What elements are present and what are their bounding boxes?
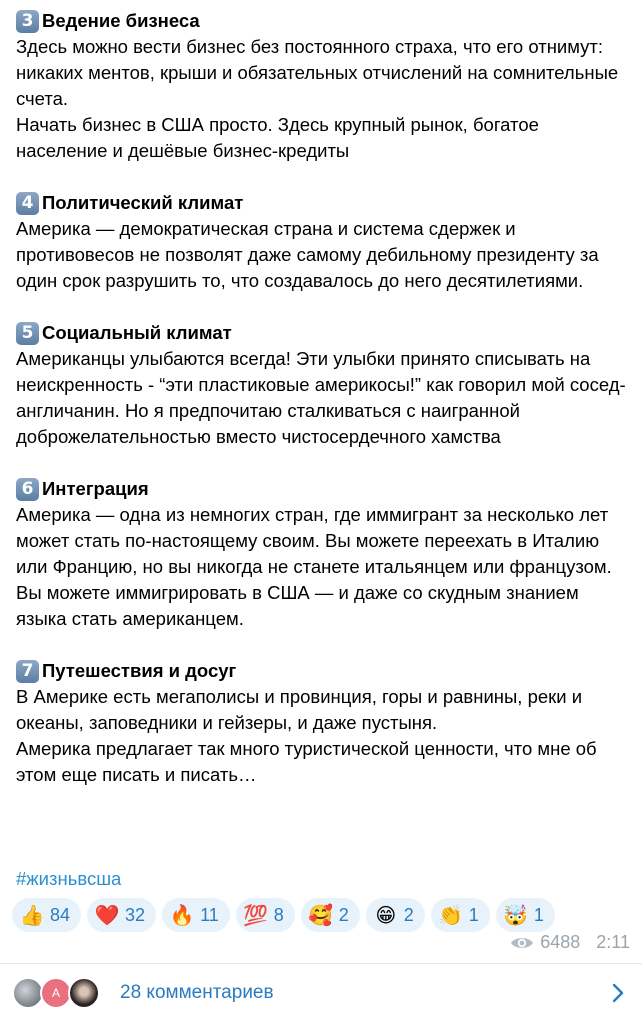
clapping-hands-icon: 👏: [438, 903, 464, 927]
section-business: [16, 8, 634, 164]
reaction-grinning[interactable]: [366, 898, 425, 932]
reaction-count: 84: [50, 904, 71, 925]
heart-icon: ❤️: [94, 903, 120, 927]
hashtag-link[interactable]: #жизньвсша: [16, 868, 122, 889]
views-count: 6488: [540, 932, 581, 952]
reaction-smiling-hearts[interactable]: [301, 898, 360, 932]
reaction-count: 11: [200, 904, 219, 925]
reaction-count: 8: [273, 904, 284, 925]
paragraph: В Америке есть мегаполисы и провинция, горы и равнины, реки и океаны, заповедники и гейзеры, и даже пустыня.: [16, 686, 583, 733]
comments-count-label: 28 комментариев: [120, 982, 274, 1003]
section-title: [16, 320, 634, 346]
smiling-face-hearts-icon: 🥰: [308, 903, 334, 927]
exploding-head-icon: 🤯: [503, 903, 529, 927]
hundred-icon: 💯: [243, 903, 269, 927]
reaction-exploding-head[interactable]: [496, 898, 555, 932]
reaction-count: 2: [403, 904, 414, 925]
reaction-thumbs-up[interactable]: [12, 898, 81, 932]
paragraph: Начать бизнес в США просто. Здесь крупный рынок, богатое население и дешёвые бизнес-кредиты: [16, 114, 539, 161]
paragraph: Америка — демократическая страна и система сдержек и противовесов не позволят даже самому дебильному президенту за один срок разрушить то, что создавалось до него десятилетиями.: [16, 218, 599, 291]
comments-button[interactable]: [0, 964, 642, 1022]
paragraph: Америка предлагает так много туристической ценности, что мне об этом еще писать и писать…: [16, 738, 597, 785]
section-integration: [16, 476, 634, 632]
reaction-count: 32: [125, 904, 146, 925]
keycap-5-icon: 5: [16, 322, 39, 345]
avatar: [68, 977, 100, 1009]
section-title-text: Ведение бизнеса: [42, 10, 200, 31]
reaction-heart[interactable]: [87, 898, 156, 932]
reaction-fire[interactable]: [162, 898, 230, 932]
section-title: [16, 658, 634, 684]
chevron-right-icon: [612, 983, 624, 1003]
reactions-bar: [12, 898, 555, 934]
reaction-count: 1: [468, 904, 479, 925]
eye-icon: [510, 935, 534, 951]
section-politics: [16, 190, 634, 294]
keycap-7-icon: 7: [16, 660, 39, 683]
fire-icon: 🔥: [169, 903, 195, 927]
keycap-6-icon: 6: [16, 478, 39, 501]
paragraph: Американцы улыбаются всегда! Эти улыбки принято списывать на неискренность - “эти пластиковые америкосы!” как говорил мой сосед-англичанин. Но я предпочитаю сталкиваться с наигранной доброжелательностью вместо чистосердечного хамства: [16, 348, 626, 447]
section-title: [16, 476, 634, 502]
keycap-3-icon: 3: [16, 10, 39, 33]
paragraph: Америка — одна из немногих стран, где иммигрант за несколько лет может стать по-настоящему своим. Вы можете переехать в Италию или Францию, но вы никогда не станете итальянцем или французом. Вы можете иммигрировать в США — и даже со скудным знанием языка стать американцем.: [16, 504, 612, 629]
reaction-hundred[interactable]: [236, 898, 295, 932]
reaction-count: 2: [338, 904, 349, 925]
commenter-avatars: [12, 975, 108, 1011]
reaction-count: 1: [533, 904, 544, 925]
post-time: 2:11: [596, 932, 630, 952]
section-title-text: Политический климат: [42, 192, 244, 213]
reaction-clap[interactable]: [431, 898, 490, 932]
avatar: А: [40, 977, 72, 1009]
section-title-text: Интеграция: [42, 478, 149, 499]
thumbs-up-icon: 👍: [19, 903, 45, 927]
post-text: [16, 8, 634, 814]
section-title: [16, 190, 634, 216]
keycap-4-icon: 4: [16, 192, 39, 215]
section-title-text: Путешествия и досуг: [42, 660, 237, 681]
section-social: [16, 320, 634, 450]
post-meta: [510, 932, 630, 953]
paragraph: Здесь можно вести бизнес без постоянного страха, что его отнимут: никаких ментов, крыши и обязательных отчислений на сомнительные счета.: [16, 36, 619, 109]
section-title-text: Социальный климат: [42, 322, 232, 343]
section-title: [16, 8, 634, 34]
section-travel: [16, 658, 634, 788]
grinning-face-icon: 😁: [375, 903, 397, 927]
